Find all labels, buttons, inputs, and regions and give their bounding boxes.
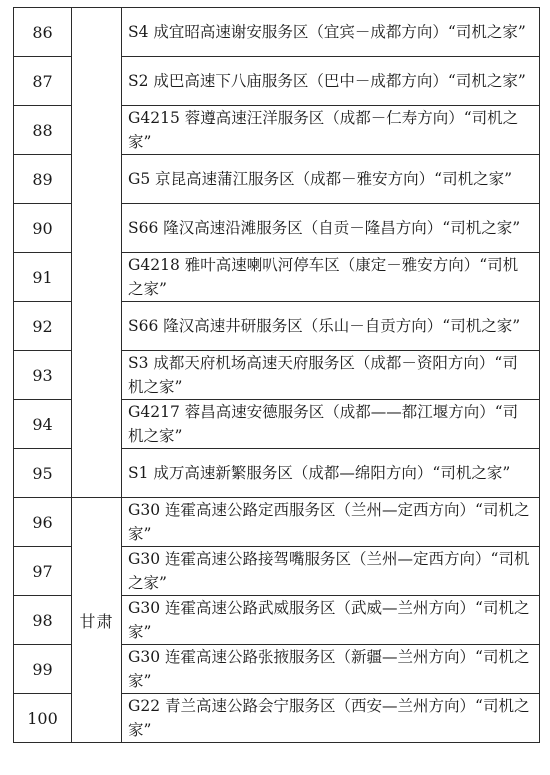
table-row xyxy=(14,8,540,57)
service-area-table xyxy=(13,7,540,743)
service-area-name: G30 连霍高速公路定西服务区（兰州—定西方向）“司机之家” xyxy=(122,498,540,547)
row-number: 99 xyxy=(14,645,72,694)
row-number: 92 xyxy=(14,302,72,351)
service-area-name: S3 成都天府机场高速天府服务区（成都－资阳方向）“司机之家” xyxy=(122,351,540,400)
row-number: 87 xyxy=(14,57,72,106)
row-number: 100 xyxy=(14,694,72,743)
service-area-name: G4215 蓉遵高速汪洋服务区（成都－仁寿方向）“司机之家” xyxy=(122,106,540,155)
row-number: 88 xyxy=(14,106,72,155)
row-number: 96 xyxy=(14,498,72,547)
row-number: 98 xyxy=(14,596,72,645)
service-area-name: S4 成宜昭高速谢安服务区（宜宾－成都方向）“司机之家” xyxy=(122,8,540,57)
row-number: 97 xyxy=(14,547,72,596)
service-area-name: S66 隆汉高速井研服务区（乐山－自贡方向）“司机之家” xyxy=(122,302,540,351)
row-number: 91 xyxy=(14,253,72,302)
service-area-name: G5 京昆高速蒲江服务区（成都－雅安方向）“司机之家” xyxy=(122,155,540,204)
service-area-name: G30 连霍高速公路武威服务区（武威—兰州方向）“司机之家” xyxy=(122,596,540,645)
row-number: 93 xyxy=(14,351,72,400)
row-number: 90 xyxy=(14,204,72,253)
service-area-name: G30 连霍高速公路接驾嘴服务区（兰州—定西方向）“司机之家” xyxy=(122,547,540,596)
service-area-name: G22 青兰高速公路会宁服务区（西安—兰州方向）“司机之家” xyxy=(122,694,540,743)
row-number: 86 xyxy=(14,8,72,57)
row-number: 95 xyxy=(14,449,72,498)
row-number: 94 xyxy=(14,400,72,449)
table-row xyxy=(14,498,540,547)
service-area-name: S66 隆汉高速沿滩服务区（自贡－隆昌方向）“司机之家” xyxy=(122,204,540,253)
row-number: 89 xyxy=(14,155,72,204)
service-area-name: S1 成万高速新繁服务区（成都—绵阳方向）“司机之家” xyxy=(122,449,540,498)
service-area-name: G4217 蓉昌高速安德服务区（成都——都江堰方向）“司机之家” xyxy=(122,400,540,449)
service-area-name: G4218 雅叶高速喇叭河停车区（康定－雅安方向）“司机之家” xyxy=(122,253,540,302)
service-area-name: S2 成巴高速下八庙服务区（巴中－成都方向）“司机之家” xyxy=(122,57,540,106)
province-gansu: 甘肃 xyxy=(72,498,122,743)
service-area-name: G30 连霍高速公路张掖服务区（新疆—兰州方向）“司机之家” xyxy=(122,645,540,694)
province-cell xyxy=(72,8,122,498)
